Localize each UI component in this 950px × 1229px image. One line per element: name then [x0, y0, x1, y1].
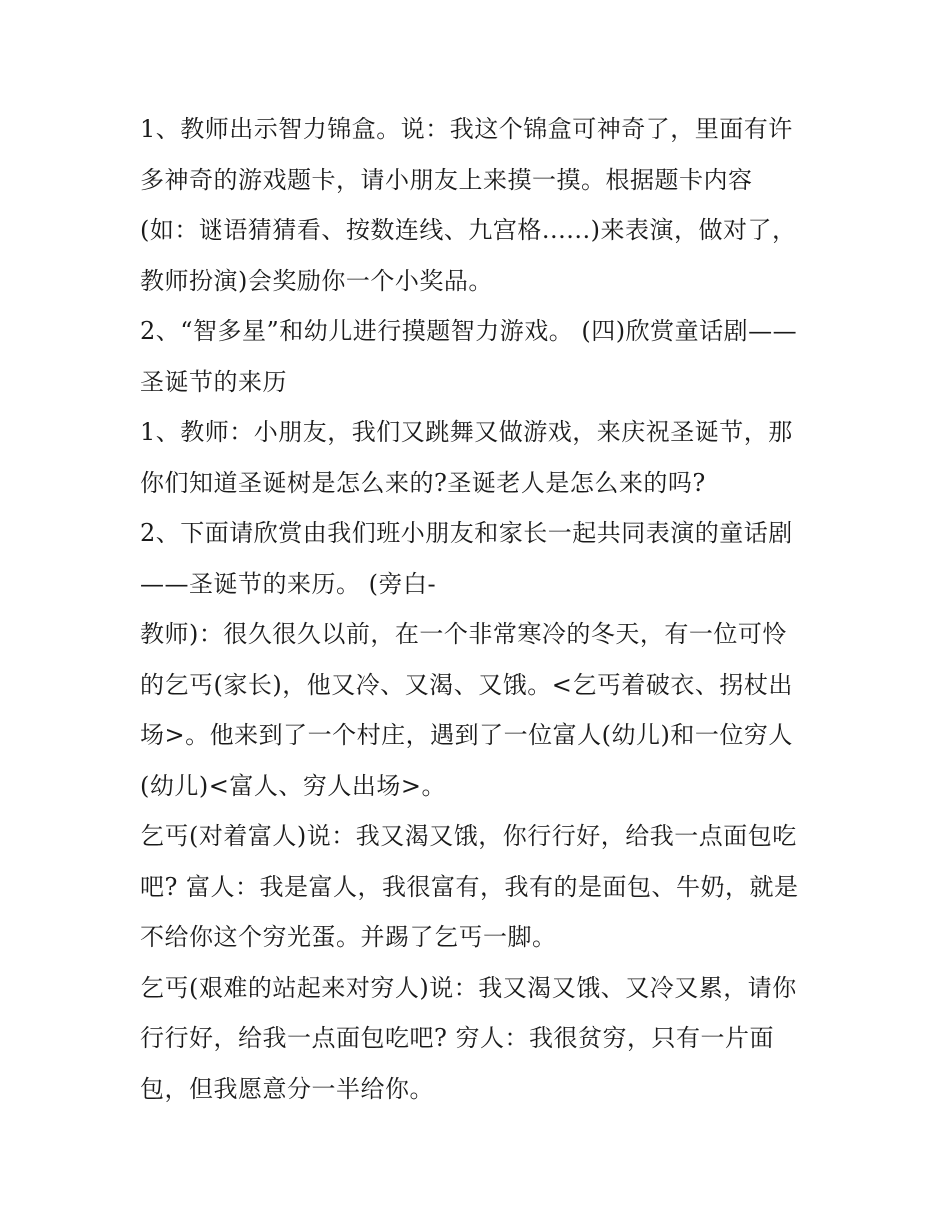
- document-body: [140, 104, 820, 1114]
- text-line: 乞丐(对着富人)说：我又渴又饿，你行行好，给我一点面包吃: [140, 822, 797, 850]
- text-line: 行行好，给我一点面包吃吧? 穷人：我很贫穷，只有一片面: [140, 1024, 774, 1052]
- text-line: 教师)：很久很久以前，在一个非常寒冷的冬天，有一位可怜: [140, 620, 787, 648]
- text-line: 不给你这个穷光蛋。并踢了乞丐一脚。: [140, 923, 557, 951]
- text-line: 乞丐(艰难的站起来对穷人)说：我又渴又饿、又冷又累，请你: [140, 973, 797, 1002]
- text-line: 场>。他来到了一个村庄，遇到了一位富人(幼儿)和一位穷人: [140, 721, 793, 749]
- text-line: 多神奇的游戏题卡，请小朋友上来摸一摸。根据题卡内容: [140, 165, 753, 194]
- text-line: (如：谜语猜猜看、按数连线、九宫格......)来表演，做对了，: [140, 216, 797, 244]
- text-line: 包，但我愿意分一半给你。: [140, 1074, 434, 1103]
- text-line: 吧? 富人：我是富人，我很富有，我有的是面包、牛奶，就是: [140, 872, 799, 901]
- text-line: 1、教师：小朋友，我们又跳舞又做游戏，来庆祝圣诞节，那: [140, 418, 793, 446]
- text-line: 的乞丐(家长)，他又冷、又渴、又饿。<乞丐着破衣、拐杖出: [140, 670, 793, 699]
- text-line: (幼儿)<富人、穷人出场>。: [140, 771, 446, 800]
- text-line: ——圣诞节的来历。 (旁白-: [140, 569, 437, 598]
- text-line: 圣诞节的来历: [140, 367, 287, 396]
- text-line: 1、教师出示智力锦盒。说：我这个锦盒可神奇了，里面有许: [140, 115, 793, 143]
- text-line: 2、下面请欣赏由我们班小朋友和家长一起共同表演的童话剧: [140, 519, 793, 547]
- text-line: 2、“智多星”和幼儿进行摸题智力游戏。 (四)欣赏童话剧——: [140, 317, 798, 345]
- text-line: 你们知道圣诞树是怎么来的?圣诞老人是怎么来的吗?: [140, 468, 706, 497]
- text-line: 教师扮演)会奖励你一个小奖品。: [140, 266, 493, 295]
